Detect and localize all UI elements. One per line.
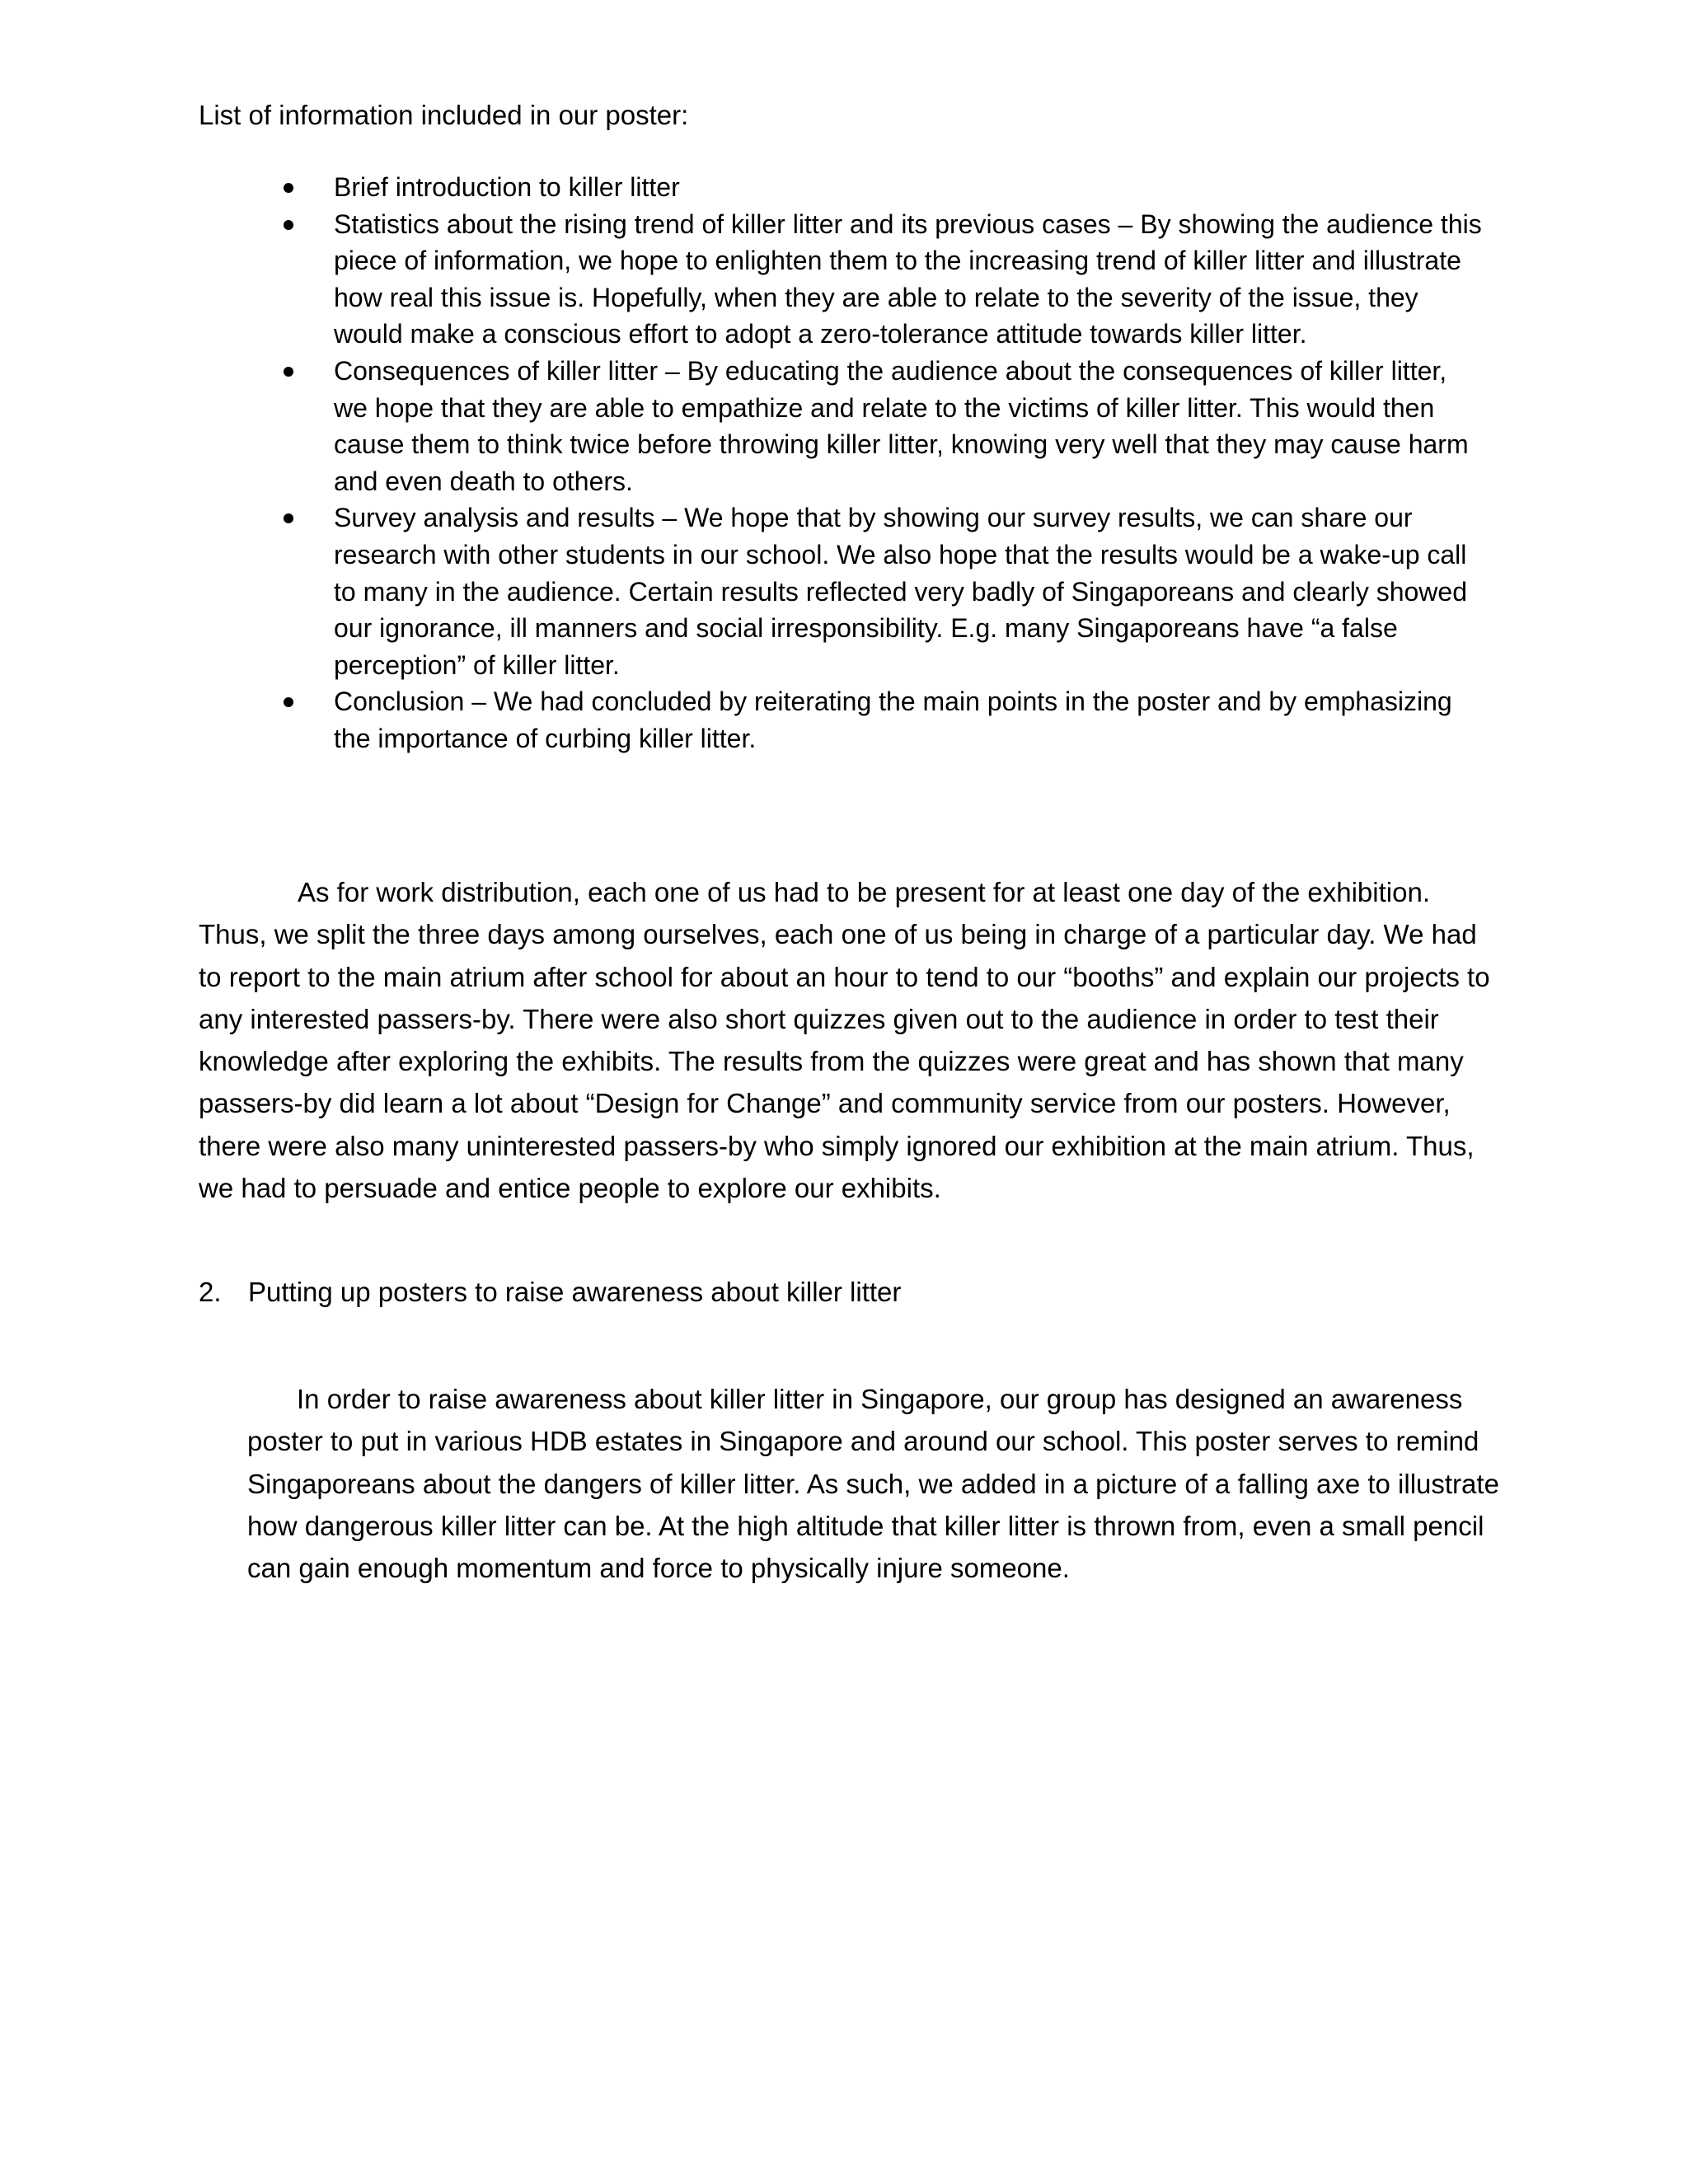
section-title: Putting up posters to raise awareness about killer litter [248, 1277, 902, 1307]
bullet-icon [284, 513, 293, 523]
list-item [199, 353, 1484, 499]
list-item [199, 169, 1484, 206]
list-item-text: Survey analysis and results – We hope that by showing our survey results, we can share our research with other students in our school. We also hope that the results would be a wake-up call to many in the audience. Certain results reflected very badly of Singaporeans and clearly showed our ignorance, ill manners and social irresponsibility. E.g. many Singaporeans have “a false perception” of killer litter. [334, 503, 1467, 680]
section-number: 2. [199, 1277, 222, 1307]
list-item [199, 206, 1484, 353]
bullet-icon [284, 697, 293, 707]
list-item-text: Consequences of killer litter – By educating the audience about the consequences of killer litter, we hope that they are able to empathize and relate to the victims of killer litter. This would then cause them to think twice before throwing killer litter, knowing very well that they may cause harm and even death to others. [334, 355, 1469, 496]
bullet-icon [284, 220, 293, 230]
poster-info-intro: List of information included in our poster: [199, 100, 689, 130]
bullet-icon [284, 367, 293, 377]
section-2-heading [199, 1274, 1435, 1310]
list-item [199, 499, 1484, 683]
list-item-text: Conclusion – We had concluded by reiterating the main points in the poster and by emphasizing the importance of curbing killer litter. [334, 687, 1452, 753]
bullet-icon [284, 183, 293, 193]
poster-info-list [199, 169, 1484, 757]
list-item [199, 683, 1484, 757]
work-distribution-paragraph: As for work distribution, each one of us had to be present for at least one day of the exhibition. Thus, we split the three days among ourselves, each one of us being in charge of a particular day. We had to report to the main atrium after school for about an hour to tend to our “booths” and explain our projects to any interested passers-by. There were also short quizzes given out to the audience in order to test their knowledge after exploring the exhibits. The results from the quizzes were great and has shown that many passers-by did learn a lot about “Design for Change” and community service from our posters. However, there were also many uninterested passers-by who simply ignored our exhibition at the main atrium. Thus, we had to persuade and entice people to explore our exhibits. [199, 877, 1490, 1204]
section-2-paragraph: In order to raise awareness about killer litter in Singapore, our group has designed an awareness poster to put in various HDB estates in Singapore and around our school. This poster serves to remind Singaporeans about the dangers of killer litter. As such, we added in a picture of a falling axe to illustrate how dangerous killer litter can be. At the high altitude that killer litter is thrown from, even a small pencil can gain enough momentum and force to physically injure someone. [247, 1384, 1499, 1584]
list-item-text: Brief introduction to killer litter [334, 172, 680, 202]
list-item-text: Statistics about the rising trend of killer litter and its previous cases – By showing the audience this piece of information, we hope to enlighten them to the increasing trend of killer litter and illustrate how real this issue is. Hopefully, when they are able to relate to the severity of the issue, they would make a conscious effort to adopt a zero-tolerance attitude towards killer litter. [334, 209, 1482, 349]
